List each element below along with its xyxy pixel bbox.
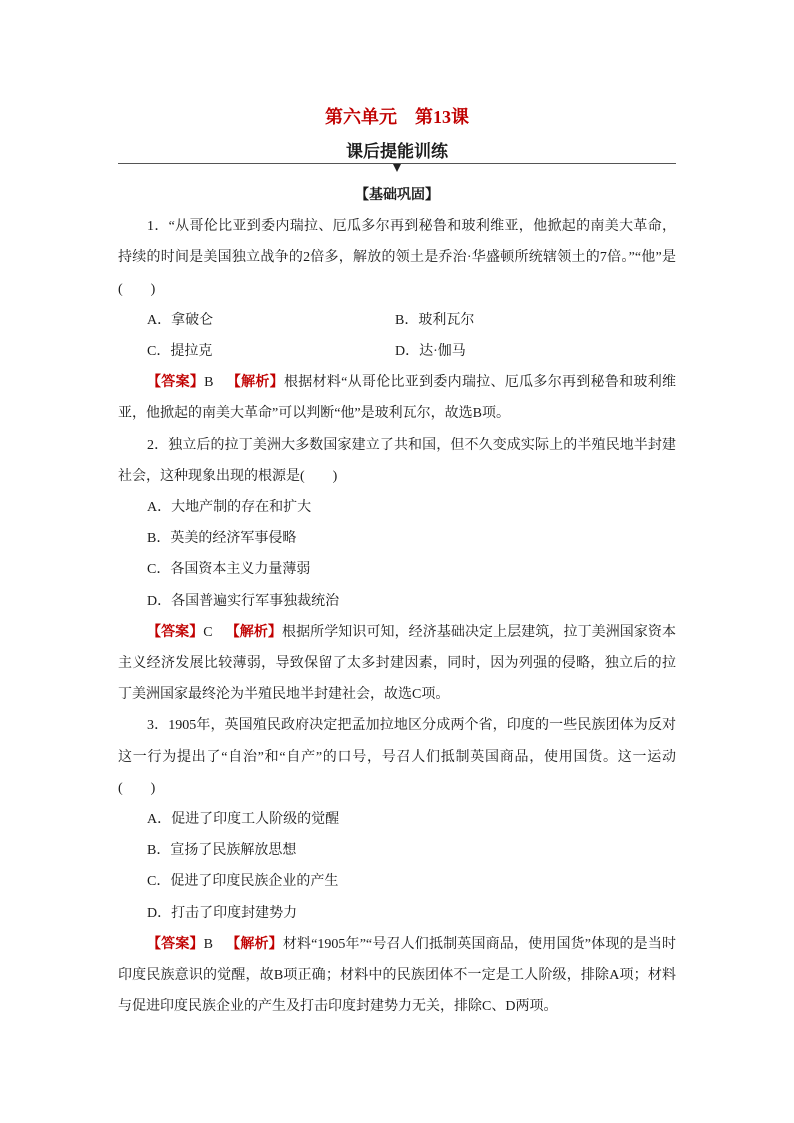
option-list	[118, 804, 676, 929]
triangle-down-icon	[393, 164, 401, 172]
option-b: B．宣扬了民族解放思想	[147, 843, 297, 859]
option-c: C．各国资本主义力量薄弱	[147, 562, 311, 578]
answer-value: C	[203, 624, 213, 640]
analysis-label: 【解析】	[226, 375, 284, 391]
question-stem: 3．1905年，英国殖民政府决定把孟加拉地区分成两个省，印度的一些民族团体为反对这一行为提出了“自治”和“自产”的口号，号召人们抵制英国商品，使用国货。这一运动( )	[118, 718, 676, 796]
section-heading: 【基础巩固】	[355, 188, 439, 203]
option-list	[118, 492, 676, 617]
option-d: D．达·伽马	[395, 344, 466, 360]
analysis-text: 根据材料“从哥伦比亚到委内瑞拉、厄瓜多尔再到秘鲁和玻利维亚，他掀起的南美大革命”可以判断“他”是玻利瓦尔，故选B项。	[118, 375, 677, 422]
answer-analysis	[118, 367, 676, 429]
question-stem: 1．“从哥伦比亚到委内瑞拉、厄瓜多尔再到秘鲁和玻利维亚，他掀起的南美大革命，持续的时间是美国独立战争的2倍多，解放的领土是乔治·华盛顿所统辖领土的7倍。”“他”是( )	[118, 219, 676, 297]
answer-value: B	[203, 936, 214, 952]
question-stem: 2．独立后的拉丁美洲大多数国家建立了共和国，但不久变成实际上的半殖民地半封建社会，这种现象出现的根源是( )	[118, 437, 676, 484]
answer-analysis	[118, 617, 676, 711]
page-title: 第六单元 第13课	[325, 107, 469, 127]
option-a: A．促进了印度工人阶级的觉醒	[147, 812, 340, 828]
page-subtitle: 课后提能训练	[346, 142, 448, 161]
analysis-label: 【解析】	[225, 624, 283, 640]
option-b: B．英美的经济军事侵略	[147, 531, 297, 547]
answer-value: B	[204, 375, 214, 391]
answer-label: 【答案】	[147, 624, 204, 640]
question-3	[118, 710, 676, 1022]
analysis-text: 根据所学知识可知，经济基础决定上层建筑，拉丁美洲国家资本主义经济发展比较薄弱，导致保留了太多封建因素，同时，因为列强的侵略，独立后的拉丁美洲国家最终沦为半殖民地半封建社会，故选C项。	[118, 624, 677, 703]
answer-label: 【答案】	[147, 375, 205, 391]
answer-label: 【答案】	[147, 936, 204, 952]
option-d: D．打击了印度封建势力	[147, 905, 298, 921]
option-a: A．拿破仑	[147, 312, 214, 328]
question-2	[118, 430, 676, 711]
option-d: D．各国普遍实行军事独裁统治	[147, 593, 340, 609]
question-1	[118, 211, 676, 429]
option-list	[118, 305, 676, 367]
option-a: A．大地产制的存在和扩大	[147, 500, 312, 516]
option-c: C．提拉克	[147, 344, 213, 360]
analysis-label: 【解析】	[226, 936, 283, 952]
answer-analysis	[118, 929, 676, 1023]
analysis-text: 材料“1905年”“号召人们抵制英国商品，使用国货”体现的是当时印度民族意识的觉醒，故B项正确；材料中的民族团体不一定是工人阶级，排除A项；材料与促进印度民族企业的产生及打击印度封建势力无关，排除C、D两项。	[118, 936, 677, 1015]
option-c: C．促进了印度民族企业的产生	[147, 874, 339, 890]
option-b: B．玻利瓦尔	[395, 312, 475, 328]
exercise-body	[118, 180, 676, 1022]
